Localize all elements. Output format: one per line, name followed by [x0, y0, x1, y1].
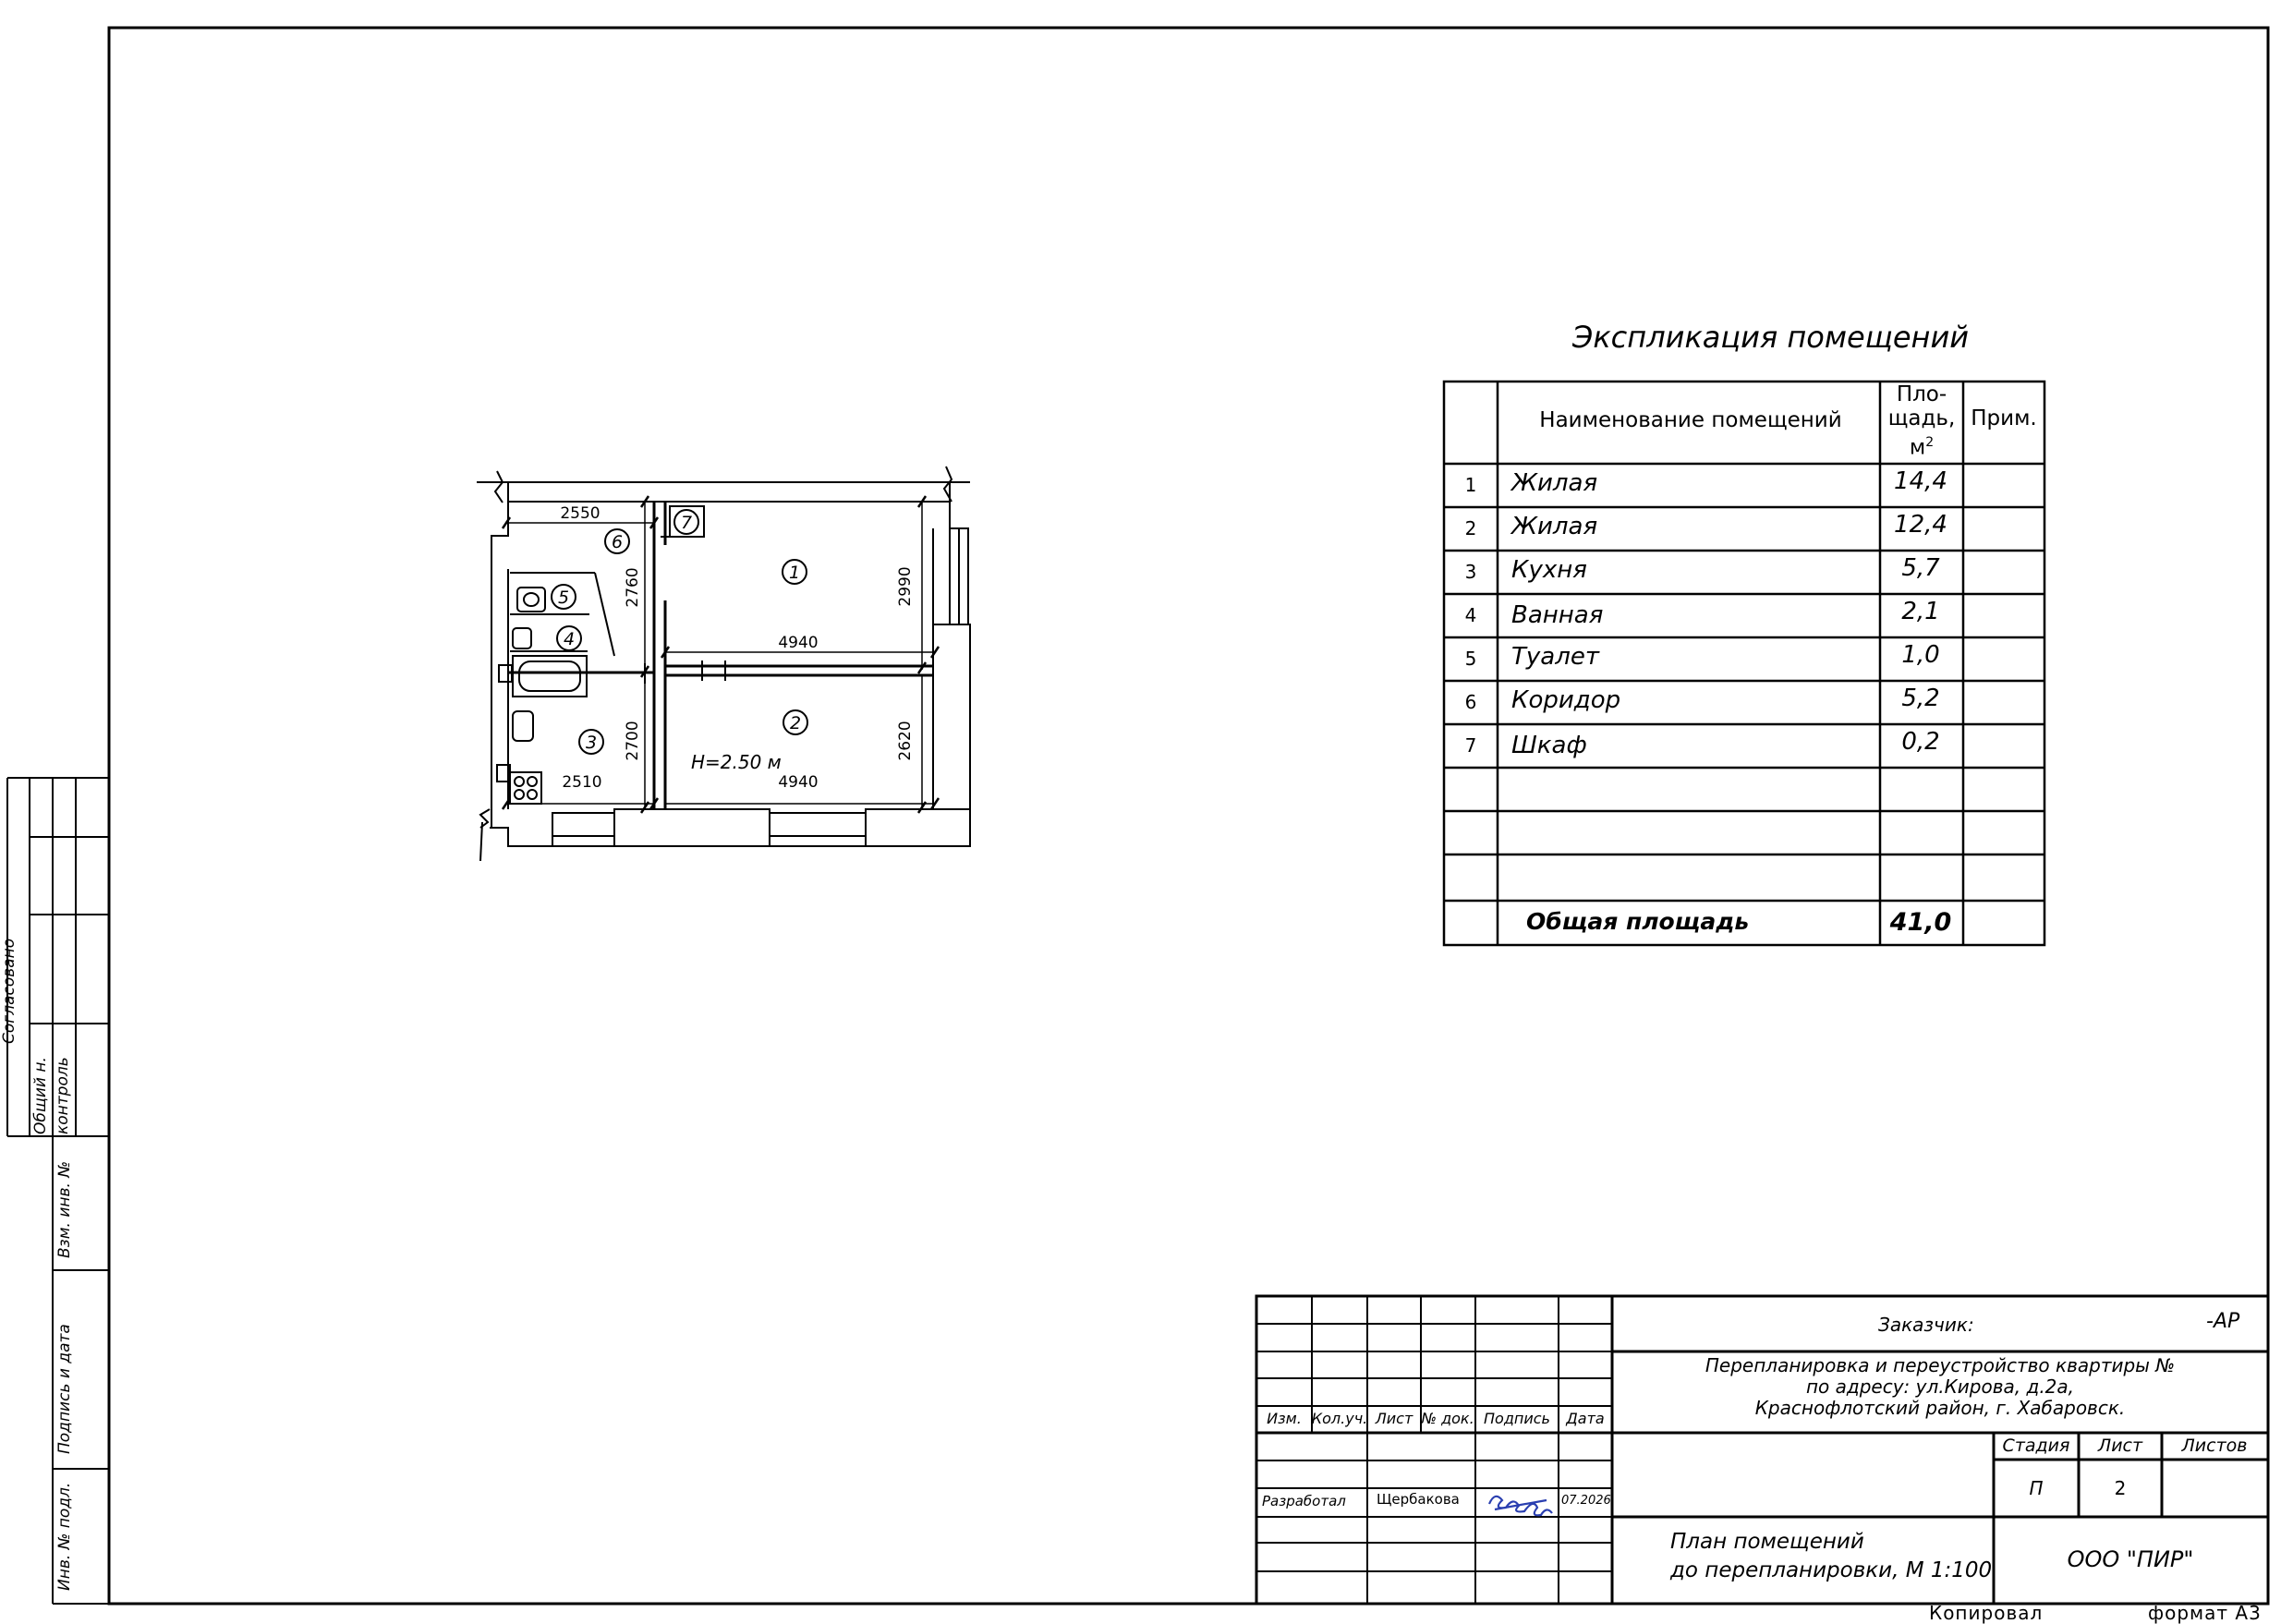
project-line-1: Перепланировка и переустройство квартиры №: [1705, 1354, 2176, 1376]
side-sign-date: Подпись и дата: [55, 1324, 74, 1454]
room-3-label: 3: [585, 733, 598, 753]
row-6-name: Коридор: [1511, 686, 1621, 714]
dim-2760: 2760: [624, 567, 642, 608]
dim-2550: 2550: [560, 504, 601, 523]
dim-4940-bottom: 4940: [778, 773, 819, 792]
row-7-num: 7: [1464, 734, 1477, 757]
hdr-list: Лист: [1375, 1410, 1413, 1427]
row-7-name: Шкаф: [1511, 732, 1587, 759]
developed-label: Разработал: [1262, 1493, 1346, 1509]
row-3-num: 3: [1464, 561, 1477, 583]
side-general-control-l2: контроль: [54, 1057, 72, 1134]
footer-copied: Копировал: [1929, 1602, 2044, 1624]
explication-header-name: Наименование помещений: [1539, 408, 1842, 432]
dim-2620: 2620: [896, 721, 915, 761]
dim-2510: 2510: [562, 773, 602, 792]
hdr-kol: Кол.уч.: [1311, 1410, 1368, 1427]
project-description: [1612, 1355, 2268, 1419]
row-6-num: 6: [1464, 691, 1477, 713]
side-inv-orig: Инв. № подл.: [55, 1482, 74, 1591]
developer-name: Щербакова: [1377, 1491, 1460, 1508]
room-2-label: 2: [789, 713, 802, 733]
document-code: -АР: [2206, 1310, 2240, 1333]
row-2-area: 12,4: [1894, 511, 1947, 539]
dim-2700: 2700: [624, 721, 642, 761]
row-2-num: 2: [1464, 517, 1477, 539]
side-inv-replace: Взм. инв. №: [55, 1160, 74, 1258]
sheet-label: Лист: [2097, 1436, 2143, 1456]
total-value: 41,0: [1889, 908, 1952, 937]
drawing-title: [1670, 1528, 1992, 1585]
stage-value: П: [2029, 1477, 2044, 1499]
organization-name: ООО "ПИР": [2067, 1546, 2194, 1572]
row-1-area: 14,4: [1894, 467, 1947, 495]
footer-format: формат А3: [2148, 1602, 2262, 1624]
dim-2990: 2990: [896, 566, 915, 607]
row-3-area: 5,7: [1901, 554, 1940, 582]
row-5-area: 1,0: [1901, 641, 1940, 669]
room-6-label: 6: [611, 532, 624, 552]
room-5-label: 5: [557, 588, 570, 608]
side-general-control-l1: Общий н.: [31, 1057, 50, 1134]
project-line-2: по адресу: ул.Кирова, д.2а,: [1805, 1376, 2075, 1398]
side-agreed: Согласовано: [0, 938, 18, 1044]
row-1-num: 1: [1464, 474, 1477, 496]
row-7-area: 0,2: [1901, 728, 1940, 756]
row-2-name: Жилая: [1511, 513, 1598, 540]
develop-date: 07.2026: [1561, 1494, 1611, 1508]
project-line-3: Краснофлотский район, г. Хабаровск.: [1754, 1397, 2126, 1419]
room-7-label: 7: [680, 513, 693, 533]
area-header-l2: щадь,: [1887, 406, 1956, 430]
row-3-name: Кухня: [1511, 556, 1587, 584]
dim-4940-middle: 4940: [778, 634, 819, 652]
sheet-value: 2: [2114, 1477, 2127, 1499]
hdr-data: Дата: [1566, 1410, 1605, 1427]
customer-label: Заказчик:: [1878, 1314, 1974, 1336]
room-4-label: 4: [563, 629, 576, 649]
explication-title: Экспликация помещений: [1572, 320, 1970, 355]
row-4-num: 4: [1464, 604, 1477, 626]
row-6-area: 5,2: [1901, 685, 1940, 712]
row-5-name: Туалет: [1511, 643, 1599, 671]
ceiling-height-label: H=2.50 м: [691, 751, 782, 773]
drawing-title-line-1: План помещений: [1670, 1530, 1864, 1554]
room-1-label: 1: [788, 563, 801, 583]
area-header-l1: Пло-: [1896, 382, 1947, 406]
explication-header-note: Прим.: [1971, 406, 2037, 430]
row-4-area: 2,1: [1901, 598, 1940, 625]
hdr-podp: Подпись: [1484, 1410, 1550, 1427]
area-unit: м: [1909, 435, 1926, 460]
hdr-ndoc: № док.: [1421, 1410, 1474, 1427]
sheets-label: Листов: [2181, 1436, 2248, 1456]
row-1-name: Жилая: [1511, 469, 1598, 497]
hdr-izm: Изм.: [1267, 1410, 1302, 1427]
explication-header-area: [1880, 382, 1963, 460]
row-5-num: 5: [1464, 648, 1477, 670]
drawing-title-line-2: до перепланировки, М 1:100: [1670, 1558, 1993, 1582]
area-header-l3: [1880, 430, 1963, 460]
area-unit-sup: 2: [1925, 435, 1935, 450]
total-label: Общая площадь: [1526, 908, 1750, 935]
stage-label: Стадия: [2002, 1436, 2070, 1456]
row-4-name: Ванная: [1511, 601, 1604, 629]
